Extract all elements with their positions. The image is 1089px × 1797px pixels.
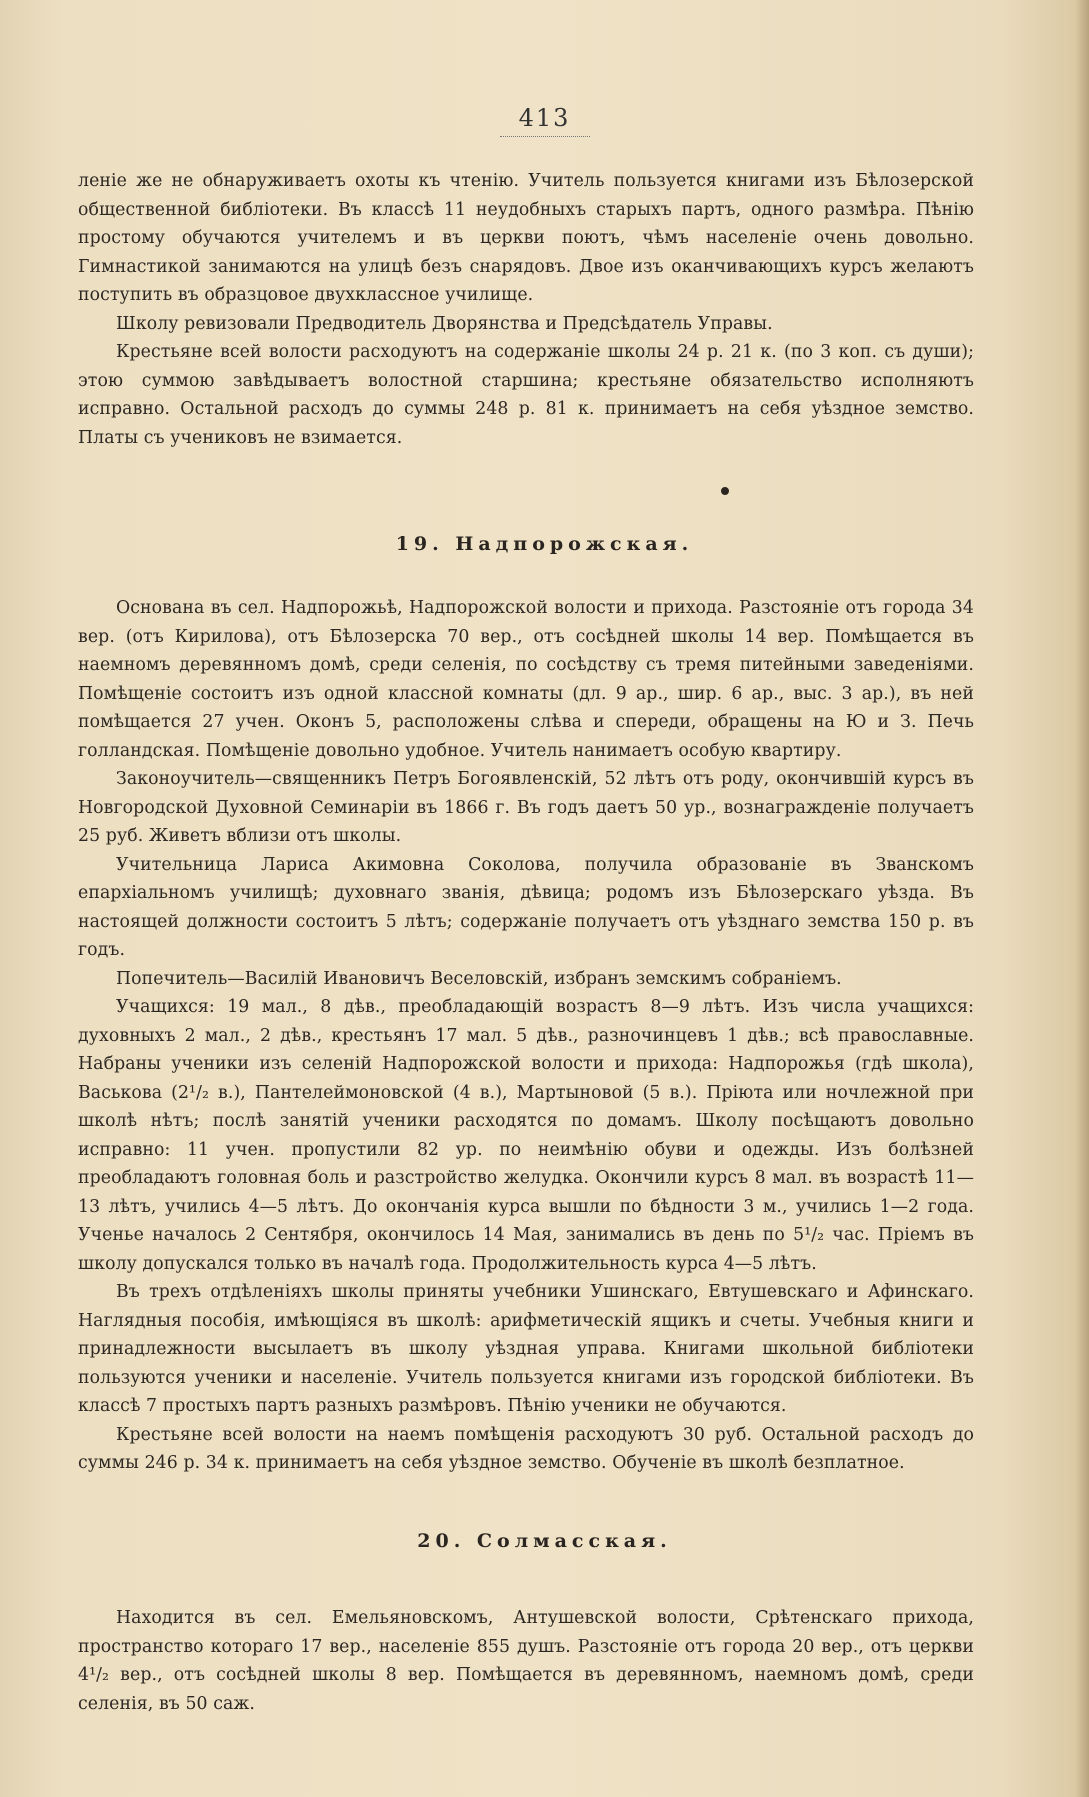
page-edge-shadow (1075, 0, 1089, 1797)
section-heading-19: 19. Надпорожская. (395, 533, 694, 555)
section-19-body (78, 594, 974, 1478)
paragraph: Основана въ сел. Надпорожьѣ, Надпорожской волости и прихода. Разстоянiе отъ города 34 вер. (отъ Кирилова), отъ Бѣлозерска 70 вер., отъ сосѣдней школы 14 вер. Помѣщается въ наемномъ деревянномъ домѣ, среди селенiя, по сосѣдству съ тремя питейными заведенiями. Помѣщенiе состоитъ изъ одной классной комнаты (дл. 9 ар., шир. 6 ар., выс. 3 ар.), въ ней помѣщается 27 учен. Оконъ 5, расположены слѣва и спереди, обращены на Ю и З. Печь голландская. Помѣщенiе довольно удобное. Учитель нанимаетъ особую квартиру. (78, 598, 974, 761)
paragraph: Въ трехъ отдѣленiяхъ школы приняты учебники Ушинскаго, Евтушевскаго и Афинскаго. Наглядныя пособiя, имѣющiяся въ школѣ: арифметическiй ящикъ и счеты. Учебныя книги и принадлежности высылаетъ въ школу уѣздная управа. Книгами школьной библiотеки пользуются ученики и населенiе. Учитель пользуется книгами изъ городской библiотеки. Въ классѣ 7 простыхъ партъ разныхъ размѣровъ. Пѣнiю ученики не обучаются. (78, 1282, 974, 1416)
continuation-block (78, 167, 974, 452)
section-20-body (78, 1604, 974, 1718)
page-number: 413 (518, 104, 571, 132)
page-number-underline (500, 136, 590, 137)
paragraph: ленiе же не обнаруживаетъ охоты къ чтенiю. Учитель пользуется книгами изъ Бѣлозерской общественной библiотеки. Въ классѣ 11 неудобныхъ старыхъ партъ, одного размѣра. Пѣнiю простому обучаются учителемъ и въ церкви поютъ, чѣмъ населенiе очень довольно. Гимнастикой занимаются на улицѣ безъ снарядовъ. Двое изъ оканчивающихъ курсъ желаютъ поступить въ образцовое двухклассное училище. (78, 171, 974, 305)
paragraph: Учащихся: 19 мал., 8 дѣв., преобладающiй возрастъ 8—9 лѣтъ. Изъ числа учащихся: духовныхъ 2 мал., 2 дѣв., крестьянъ 17 мал. 5 дѣв., разночинцевъ 1 дѣв.; всѣ православные. Набраны ученики изъ селенiй Надпорожской волости и прихода: Надпорожья (гдѣ школа), Васькова (2¹/₂ в.), Пантелеймоновской (4 в.), Мартыновой (5 в.). Прiюта или ночлежной при школѣ нѣтъ; послѣ занятiй ученики расходятся по домамъ. Школу посѣщаютъ довольно исправно: 11 учен. пропустили 82 ур. по неимѣнiю обуви и одежды. Изъ болѣзней преобладаютъ головная боль и разстройство желудка. Окончили курсъ 8 мал. въ возрастѣ 11—13 лѣтъ, учились 4—5 лѣтъ. До окончанiя курса вышли по бѣдности 3 м., учились 1—2 года. Ученье началось 2 Сентября, окончилось 14 Мая, занимались въ день по 5¹/₂ час. Прiемъ въ школу допускался только въ началѣ года. Продолжительность курса 4—5 лѣтъ. (78, 997, 974, 1274)
ink-dot (721, 487, 729, 495)
paragraph: Находится въ сел. Емельяновскомъ, Антушевской волости, Срѣтенскаго прихода, пространство котораго 17 вер., населенiе 855 душъ. Разстоянiе отъ города 20 вер., отъ церкви 4¹/₂ вер., отъ сосѣдней школы 8 вер. Помѣщается въ деревянномъ, наемномъ домѣ, среди селенiя, въ 50 саж. (78, 1608, 974, 1714)
paragraph: Попечитель—Василiй Ивановичъ Веселовскiй, избранъ земскимъ собранiемъ. (116, 968, 842, 989)
paragraph: Крестьяне всей волости на наемъ помѣщенiя расходуютъ 30 руб. Остальной расходъ до суммы 246 р. 34 к. принимаетъ на себя уѣздное земство. Обученiе въ школѣ безплатное. (78, 1424, 974, 1473)
paragraph: Законоучитель—священникъ Петръ Богоявленскiй, 52 лѣтъ отъ роду, окончившiй курсъ въ Новгородской Духовной Семинарiи въ 1866 г. Въ годъ даетъ 50 ур., вознагражденiе получаетъ 25 руб. Живетъ вблизи отъ школы. (78, 769, 974, 846)
section-heading-20: 20. Солмасская. (417, 1530, 672, 1552)
paragraph: Учительница Лариса Акимовна Соколова, получила образованiе въ Званскомъ епархiальномъ училищѣ; духовнаго званiя, дѣвица; родомъ изъ Бѣлозерскаго уѣзда. Въ настоящей должности состоитъ 5 лѣтъ; содержанiе получаетъ отъ уѣзднаго земства 150 р. въ годъ. (78, 854, 974, 960)
paragraph: Школу ревизовали Предводитель Дворянства и Предсѣдатель Управы. (116, 313, 773, 334)
paragraph: Крестьяне всей волости расходуютъ на содержанiе школы 24 р. 21 к. (по 3 коп. съ души); этою суммою завѣдываетъ волостной старшина; крестьяне обязательство исполняютъ исправно. Остальной расходъ до суммы 248 р. 81 к. принимаетъ на себя уѣздное земство. Платы съ учениковъ не взимается. (78, 342, 974, 448)
